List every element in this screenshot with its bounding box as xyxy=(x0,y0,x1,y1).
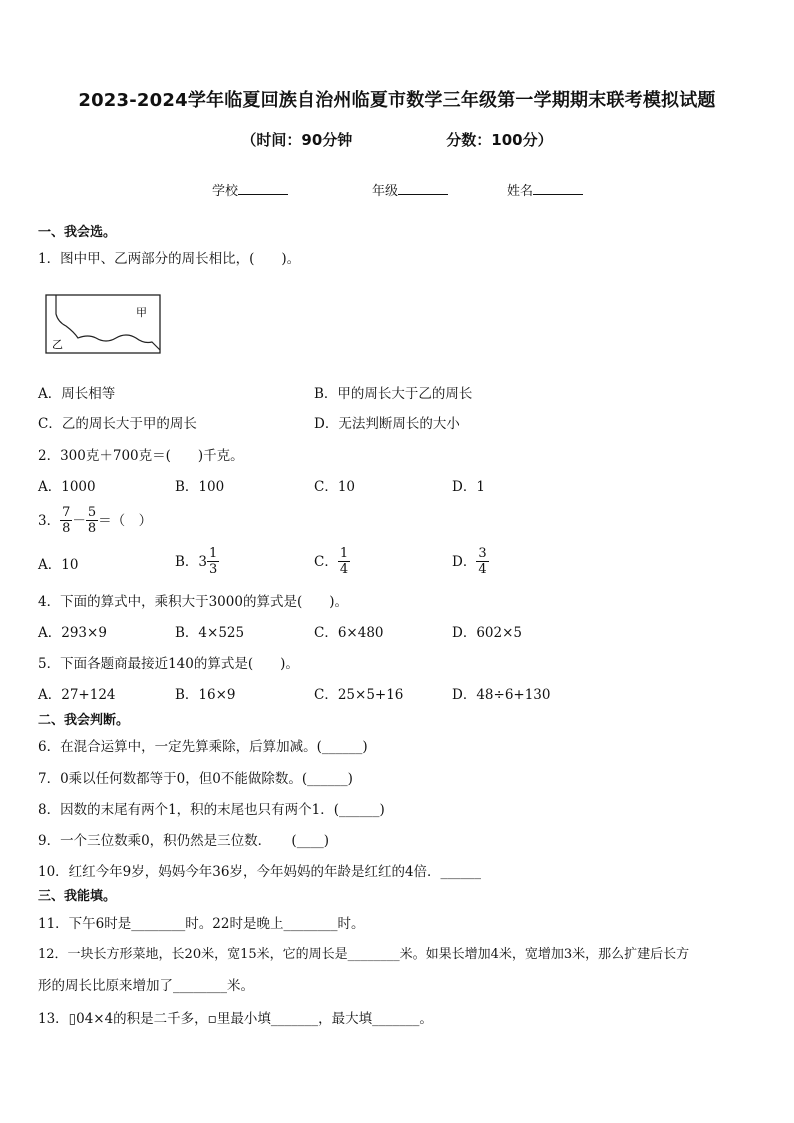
q2-option-c[interactable]: C．10 xyxy=(314,479,356,495)
q3-fraction-2 xyxy=(86,505,98,536)
q3-option-b-whole: 3 xyxy=(198,553,208,570)
name-blank[interactable] xyxy=(533,180,583,195)
q5-option-a[interactable]: A．27+124 xyxy=(38,687,116,703)
section-2-title: 二、我会判断。 xyxy=(38,713,130,728)
q1-option-b[interactable]: B．甲的周长大于乙的周长 xyxy=(314,386,473,402)
q3-number: 3． xyxy=(38,512,61,529)
dividing-curve xyxy=(56,295,160,350)
name-label: 姓名 xyxy=(507,184,534,199)
grade-blank[interactable] xyxy=(398,180,448,195)
grade-label: 年级 xyxy=(372,184,399,199)
q1-option-a[interactable]: A．周长相等 xyxy=(38,386,116,402)
q3-option-c-fraction xyxy=(338,546,350,577)
question-6: 6．在混合运算中，一定先算乘除，后算加减。(______) xyxy=(38,739,368,755)
grade-field xyxy=(372,180,448,199)
q3-option-d-label: D． xyxy=(452,553,477,570)
exam-time-score: （时间：90分钟 分数：100分） xyxy=(241,131,553,149)
q3-option-c[interactable] xyxy=(314,546,350,577)
label-jia: 甲 xyxy=(136,306,147,319)
q3-option-a[interactable]: A．10 xyxy=(38,557,79,573)
question-13: 13．▯04×4的积是二千多，▫里最小填_______，最大填_______。 xyxy=(38,1011,433,1027)
q3-f1-denominator: 8 xyxy=(62,521,71,536)
question-2: 2．300克＋700克＝( )千克。 xyxy=(38,448,244,464)
q3-option-b[interactable] xyxy=(175,546,219,577)
q3-option-b-denominator: 3 xyxy=(209,562,218,577)
q2-option-a[interactable]: A．1000 xyxy=(38,479,96,495)
section-3-title: 三、我能填。 xyxy=(38,889,117,904)
q3-option-d-denominator: 4 xyxy=(478,562,487,577)
q3-f2-numerator: 5 xyxy=(87,505,97,520)
section-1-title: 一、我会选。 xyxy=(38,225,117,240)
q3-tail: ＝（ ） xyxy=(98,512,153,529)
q5-option-c[interactable]: C．25×5+16 xyxy=(314,687,404,703)
school-blank[interactable] xyxy=(238,180,288,195)
perimeter-figure xyxy=(44,292,164,358)
question-1: 1．图中甲、乙两部分的周长相比，( )。 xyxy=(38,251,301,267)
q3-option-c-denominator: 4 xyxy=(339,562,349,577)
q3-option-b-numerator: 1 xyxy=(209,546,218,561)
question-11: 11．下午6时是________时。22时是晚上________时。 xyxy=(38,916,365,932)
q1-figure xyxy=(44,292,164,362)
q5-option-d[interactable]: D．48÷6+130 xyxy=(452,687,551,703)
question-5: 5．下面各题商最接近140的算式是( )。 xyxy=(38,656,299,672)
q3-option-d-numerator: 3 xyxy=(478,546,487,561)
question-12-line-1: 12．一块长方形菜地，长20米，宽15米，它的周长是________米。如果长增加4米，宽增加3米，那么扩建后长方 xyxy=(38,947,690,962)
q3-f1-numerator: 7 xyxy=(62,505,71,520)
q3-option-d[interactable] xyxy=(452,546,489,577)
school-field xyxy=(212,180,288,199)
page-title: 2023-2024学年临夏回族自治州临夏市数学三年级第一学期期末联考模拟试题 xyxy=(78,90,716,111)
q4-option-b[interactable]: B．4×525 xyxy=(175,625,245,641)
q4-option-d[interactable]: D．602×5 xyxy=(452,625,522,641)
question-9: 9．一个三位数乘0，积仍然是三位数． (____) xyxy=(38,833,329,849)
question-4: 4．下面的算式中，乘积大于3000的算式是( )。 xyxy=(38,594,348,610)
name-field xyxy=(507,180,583,199)
q3-option-c-numerator: 1 xyxy=(339,546,349,561)
q2-option-d[interactable]: D．1 xyxy=(452,479,485,495)
q5-option-b[interactable]: B．16×9 xyxy=(175,687,236,703)
school-label: 学校 xyxy=(212,184,239,199)
q3-fraction-1 xyxy=(60,505,72,536)
question-8: 8．因数的末尾有两个1，积的末尾也只有两个1．(______) xyxy=(38,802,385,818)
question-7: 7．0乘以任何数都等于0，但0不能做除数。(______) xyxy=(38,771,353,787)
question-10: 10．红红今年9岁，妈妈今年36岁，今年妈妈的年龄是红红的4倍．______ xyxy=(38,864,482,880)
q3-option-b-label: B． xyxy=(175,553,199,570)
q3-option-c-label: C． xyxy=(314,553,338,570)
question-12-line-2: 形的周长比原来增加了________米。 xyxy=(38,978,254,994)
q4-option-a[interactable]: A．293×9 xyxy=(38,625,107,641)
q4-option-c[interactable]: C．6×480 xyxy=(314,625,384,641)
q1-option-d[interactable]: D．无法判断周长的大小 xyxy=(314,416,460,432)
q3-option-b-fraction xyxy=(207,546,219,577)
question-3 xyxy=(38,505,152,536)
q3-option-d-fraction xyxy=(476,546,488,577)
q3-f2-denominator: 8 xyxy=(87,521,97,536)
q1-option-c[interactable]: C．乙的周长大于甲的周长 xyxy=(38,416,197,432)
q3-minus: － xyxy=(72,512,86,529)
q2-option-b[interactable]: B．100 xyxy=(175,479,225,495)
label-yi: 乙 xyxy=(52,338,63,351)
